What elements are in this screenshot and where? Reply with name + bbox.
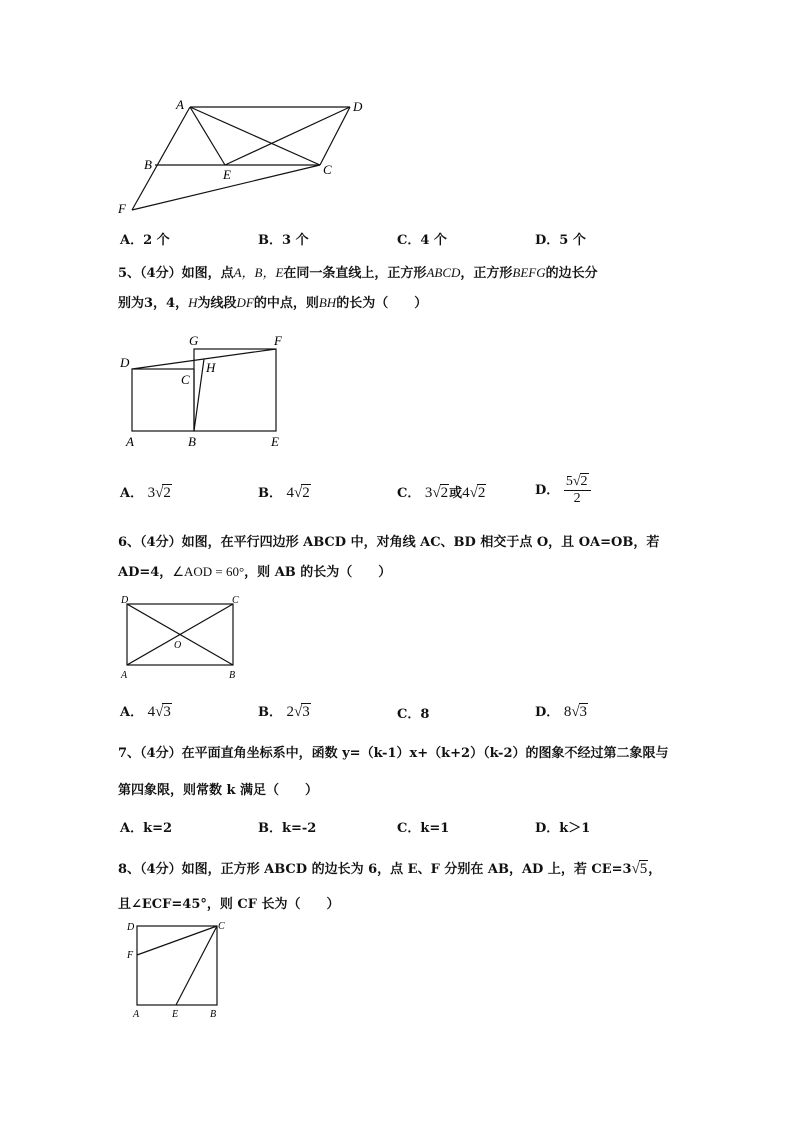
- q4-option-d[interactable]: D．5 个: [535, 233, 586, 248]
- label-f: F: [118, 201, 126, 216]
- svg-text:E: E: [172, 1009, 179, 1020]
- q7-option-d[interactable]: D．k＞1: [535, 821, 591, 836]
- q4-figure: [110, 95, 380, 224]
- q6-option-c[interactable]: C．8: [397, 707, 430, 722]
- svg-text:D: D: [121, 595, 129, 606]
- q7-option-c[interactable]: C．k=1: [397, 821, 450, 836]
- q6-figure: [115, 594, 250, 688]
- svg-text:E: E: [271, 434, 279, 449]
- svg-text:F: F: [274, 333, 282, 348]
- q5-stem-line1: 5、（4分）如图，点A，B，E在同一条直线上，正方形ABCD，正方形BEFG的边长分: [118, 265, 598, 281]
- label-a: A: [176, 97, 184, 112]
- svg-text:G: G: [189, 333, 199, 348]
- q5-figure: [118, 332, 298, 454]
- svg-text:C: C: [232, 595, 239, 606]
- rectangle-diagonals-diagram: [115, 594, 250, 684]
- q7-stem-line1: 7、（4分）在平面直角坐标系中，函数 y=（k-1）x+（k+2）（k-2）的图象不经过第二象限与: [118, 746, 669, 761]
- svg-text:C: C: [181, 372, 190, 387]
- q5-option-c[interactable]: C． 3√2或4√2: [397, 485, 486, 501]
- svg-text:D: D: [120, 355, 130, 370]
- svg-text:B: B: [229, 670, 236, 681]
- label-e: E: [223, 167, 231, 182]
- svg-text:H: H: [206, 360, 216, 375]
- q6-stem-line2: AD=4，∠AOD = 60°，则 AB 的长为（ ）: [118, 564, 392, 580]
- square-ecf-diagram: [122, 918, 232, 1023]
- q4-option-a[interactable]: A．2 个: [120, 233, 170, 248]
- svg-text:O: O: [174, 640, 182, 651]
- q6-option-a[interactable]: A． 4√3: [120, 704, 171, 720]
- q7-stem-line2: 第四象限，则常数 k 满足（ ）: [118, 783, 319, 798]
- q6-option-d[interactable]: D． 8√3: [535, 704, 588, 720]
- q8-stem-line1: 8、（4分）如图，正方形 ABCD 的边长为 6，点 E、F 分别在 AB，AD 上，若 CE=3√5，: [118, 861, 662, 877]
- svg-text:B: B: [188, 434, 196, 449]
- q4-option-c[interactable]: C．4 个: [397, 233, 447, 248]
- label-c: C: [323, 162, 332, 177]
- q8-stem-line2: 且∠ECF=45°，则 CF 长为（ ）: [118, 897, 340, 912]
- q6-option-b[interactable]: B． 2√3: [258, 704, 310, 720]
- q6-stem-line1: 6、（4分）如图，在平行四边形 ABCD 中，对角线 AC、BD 相交于点 O，且 OA=OB，若: [118, 535, 660, 550]
- svg-text:C: C: [218, 921, 225, 932]
- q8-figure: [122, 918, 232, 1027]
- svg-text:A: A: [121, 670, 128, 681]
- svg-text:B: B: [210, 1009, 217, 1020]
- label-d: D: [353, 99, 363, 114]
- q5-stem-line2: 别为3，4，H为线段DF的中点，则BH的长为（ ）: [118, 295, 428, 311]
- squares-diagram: [118, 332, 298, 450]
- svg-text:D: D: [127, 922, 135, 933]
- svg-text:A: A: [133, 1009, 140, 1020]
- q7-option-b[interactable]: B．k=-2: [258, 821, 317, 836]
- q7-option-a[interactable]: A．k=2: [120, 821, 173, 836]
- svg-text:A: A: [126, 434, 134, 449]
- label-b: B: [144, 157, 152, 172]
- q5-option-d[interactable]: D． $\frac{5√2}{2}$: [535, 474, 591, 507]
- parallelogram-diagram: [110, 95, 380, 220]
- svg-text:F: F: [127, 950, 134, 961]
- q4-option-b[interactable]: B．3 个: [258, 233, 309, 248]
- q5-option-b[interactable]: B． 4√2: [258, 485, 310, 501]
- q5-option-a[interactable]: A． 3√2: [120, 485, 171, 501]
